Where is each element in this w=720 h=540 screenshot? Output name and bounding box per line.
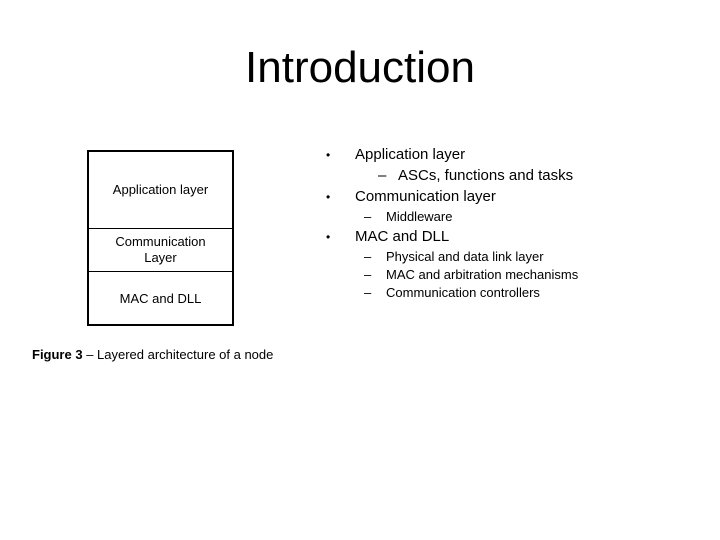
application-layer-label: Application layer — [112, 182, 209, 197]
sub-bullet-text: Physical and data link layer — [386, 249, 544, 264]
bullet-text: Communication layer — [355, 188, 496, 205]
figure-number: Figure 3 — [32, 347, 83, 362]
dash-glyph: – — [364, 249, 372, 264]
sub-bullet-text: Middleware — [386, 209, 453, 224]
sub-bullet-text: Communication controllers — [386, 285, 540, 300]
application-layer-block — [89, 152, 232, 229]
bullet-glyph: • — [326, 190, 331, 204]
sub-bullet-text: MAC and arbitration mechanisms — [386, 267, 579, 282]
bullet-glyph: • — [326, 148, 331, 162]
bullet-glyph: • — [326, 230, 331, 244]
figure-caption-text: – Layered architecture of a node — [82, 347, 274, 362]
communication-layer-block — [89, 229, 232, 272]
bullet-text: Application layer — [355, 146, 466, 163]
dash-glyph: – — [378, 167, 387, 184]
mac-dll-layer-block — [89, 272, 232, 326]
sub-bullet-text: ASCs, functions and tasks — [398, 167, 574, 184]
layered-architecture-diagram — [87, 150, 234, 326]
page-title: Introduction — [245, 43, 475, 92]
bullet-text: MAC and DLL — [355, 228, 450, 245]
mac-dll-layer-label: MAC and DLL — [119, 291, 202, 306]
dash-glyph: – — [364, 209, 372, 224]
dash-glyph: – — [364, 267, 372, 282]
communication-layer-label: Communication Layer — [115, 234, 206, 265]
dash-glyph: – — [364, 285, 372, 300]
figure-caption — [32, 347, 273, 363]
